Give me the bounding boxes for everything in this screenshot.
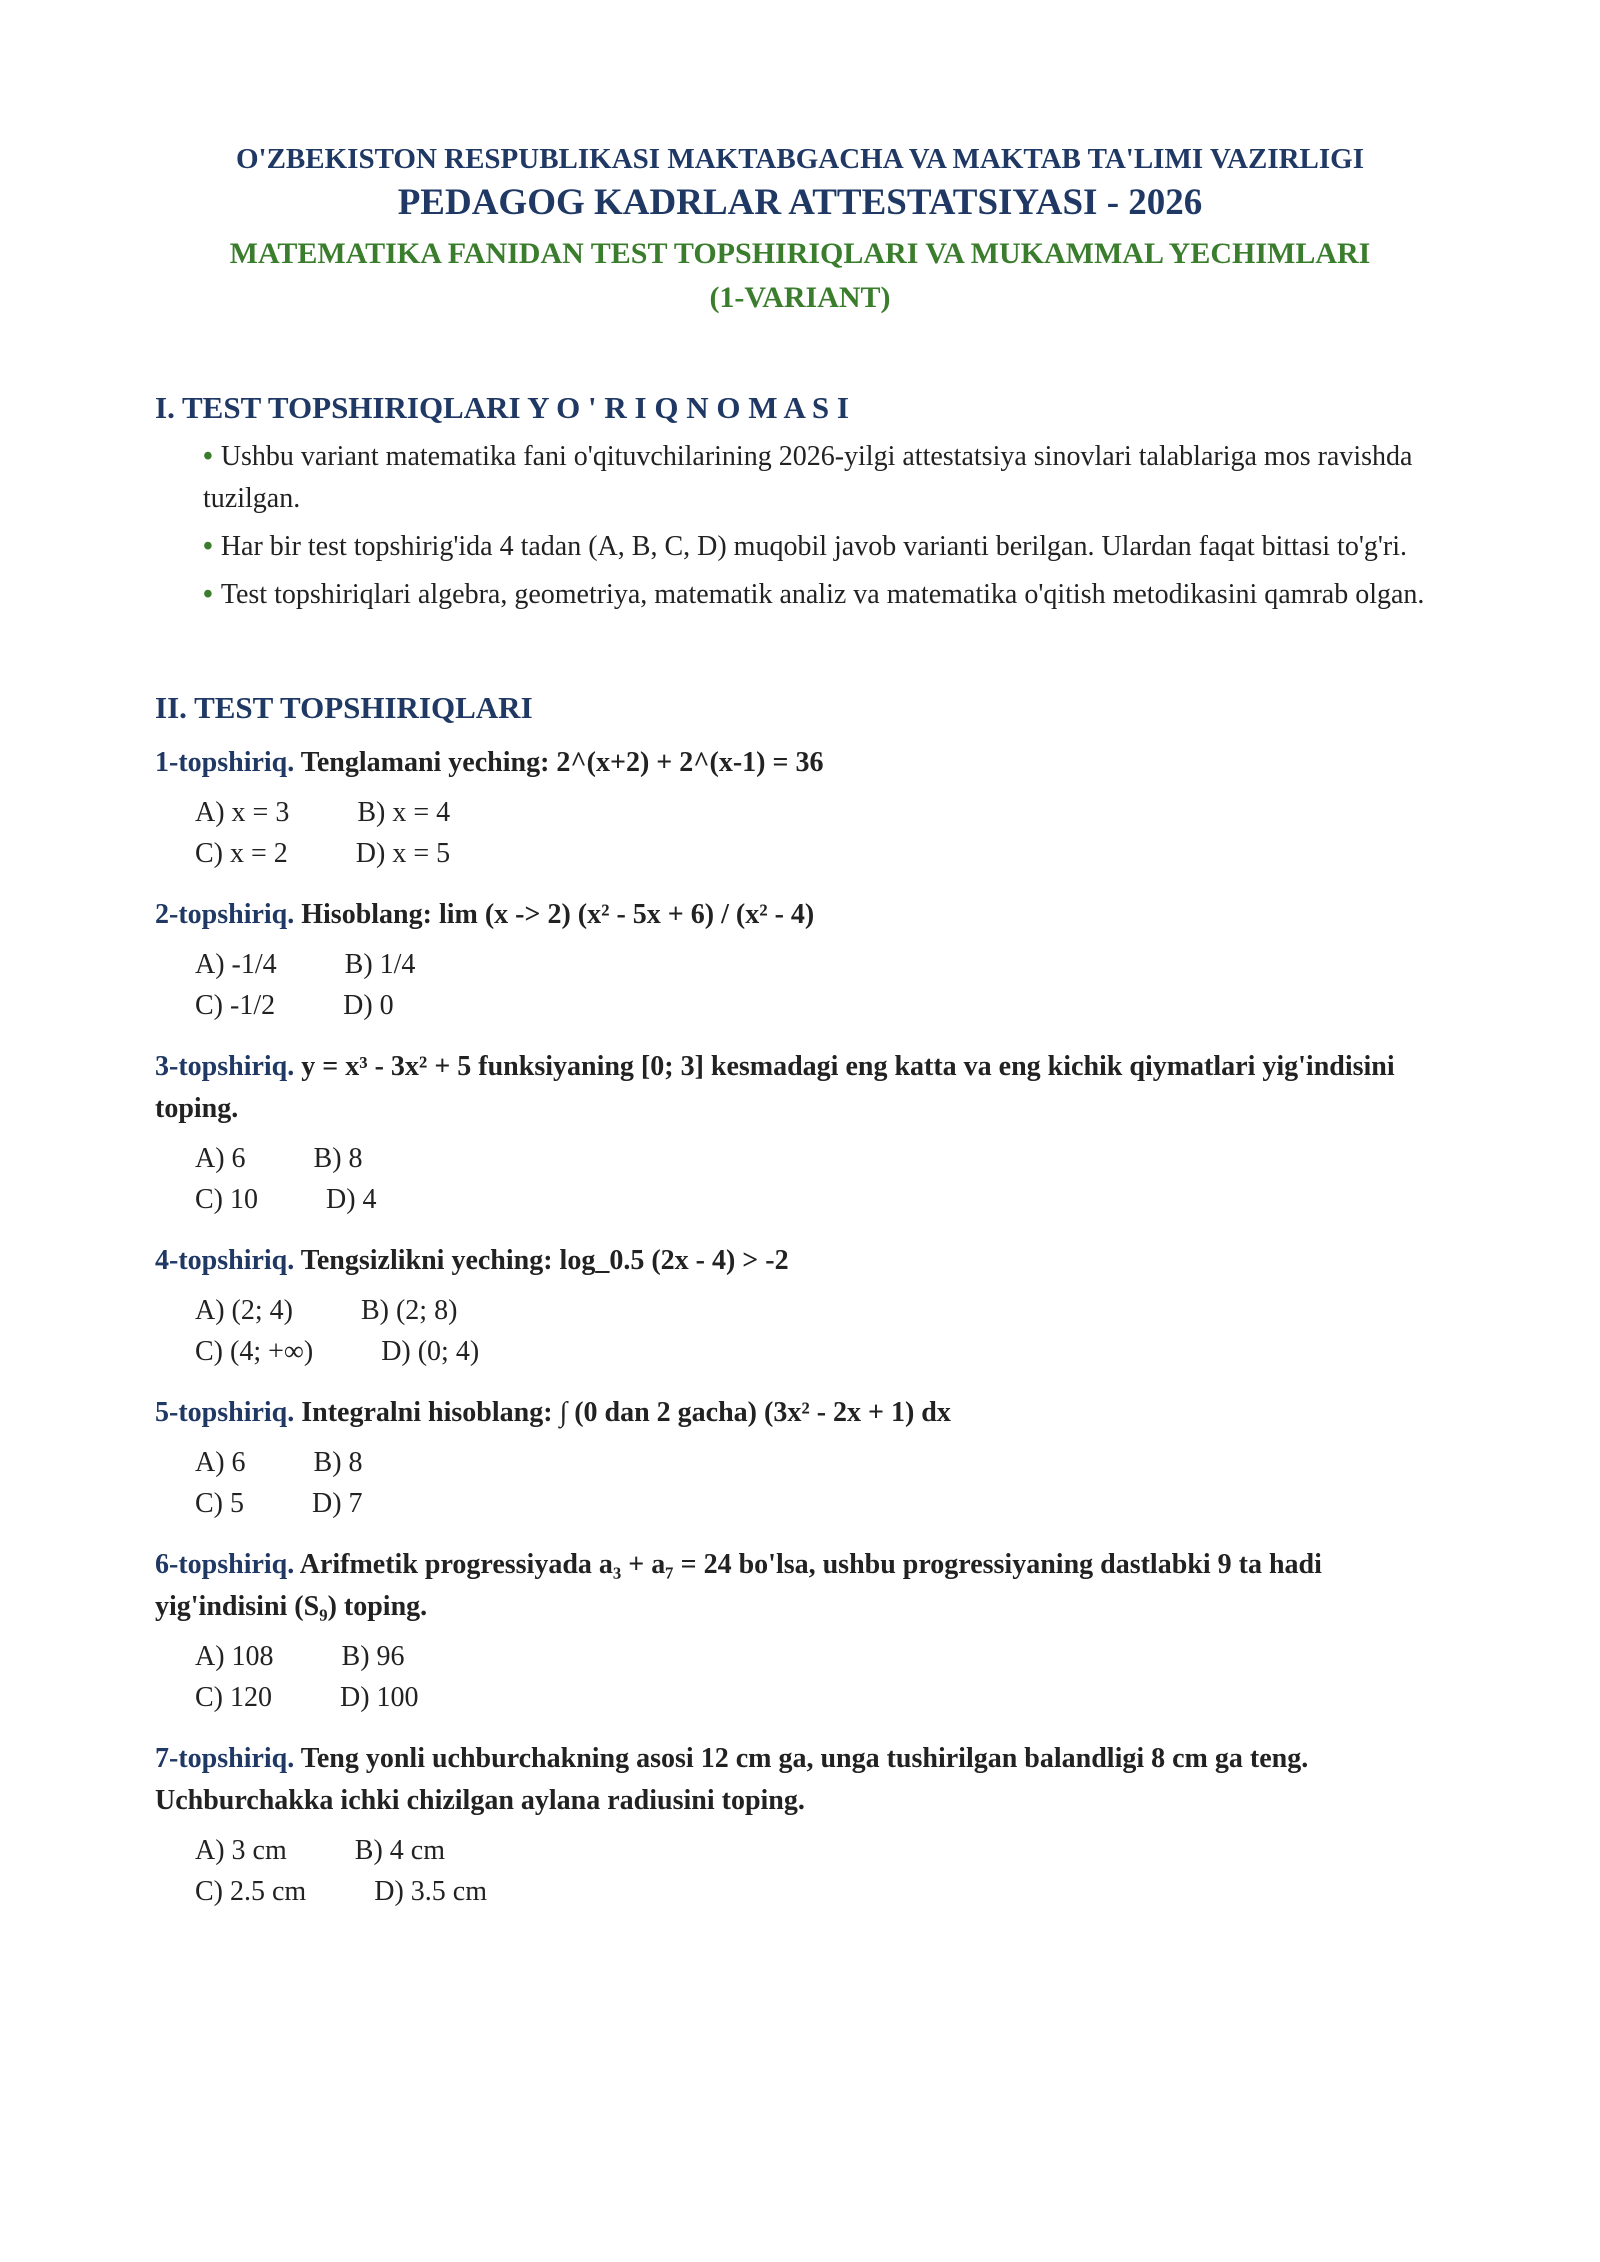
instruction-text: Ushbu variant matematika fani o'qituvchilarining 2026-yilgi attestatsiya sinovlari talablariga mos ravishda tuzilgan.	[203, 441, 1413, 514]
option-c: C) -1/2	[195, 990, 276, 1021]
task-text: Tengsizlikni yeching: log_0.5 (2x - 4) > -2	[300, 1245, 789, 1276]
task-4	[155, 1240, 1445, 1372]
option-d: D) 4	[326, 1184, 377, 1215]
option-b: B) 4 cm	[354, 1835, 445, 1866]
option-a: A) x = 3	[195, 797, 290, 828]
task-question	[155, 1392, 1445, 1434]
task-question	[155, 1046, 1445, 1130]
ministry-name: O'ZBEKISTON RESPUBLIKASI MAKTABGACHA VA MAKTAB TA'LIMI VAZIRLIGI	[235, 143, 1365, 175]
task-text: Hisoblang: lim (x -> 2) (x² - 5x + 6) / (x² - 4)	[301, 899, 815, 930]
option-a: A) 3 cm	[195, 1835, 287, 1866]
option-c: C) 5	[195, 1488, 244, 1519]
task-number: 4-topshiriq.	[155, 1245, 295, 1276]
option-b: B) 96	[341, 1641, 405, 1672]
bullet-icon: •	[203, 531, 213, 562]
option-b: B) 1/4	[344, 949, 416, 980]
task-options	[155, 1290, 1445, 1372]
option-a: A) 108	[195, 1641, 274, 1672]
option-a: A) 6	[195, 1143, 246, 1174]
task-text: Teng yonli uchburchakning asosi 12 cm ga, unga tushirilgan balandligi 8 cm ga teng. Uchburchakka ichki chizilgan aylana radiusini toping.	[155, 1743, 1309, 1816]
option-d: D) x = 5	[355, 838, 451, 869]
option-b: B) 8	[313, 1447, 363, 1478]
option-d: D) 7	[312, 1488, 363, 1519]
instruction-item	[203, 436, 1445, 520]
option-d: D) 3.5 cm	[374, 1876, 487, 1907]
task-options	[155, 1442, 1445, 1524]
option-d: D) 0	[343, 990, 394, 1021]
option-c: C) 2.5 cm	[195, 1876, 307, 1907]
task-options	[155, 1636, 1445, 1718]
task-7	[155, 1738, 1445, 1912]
option-b: B) 8	[313, 1143, 363, 1174]
option-a: A) 6	[195, 1447, 246, 1478]
task-3	[155, 1046, 1445, 1220]
instruction-item	[203, 574, 1445, 616]
task-question	[155, 1240, 1445, 1282]
task-number: 2-topshiriq.	[155, 899, 295, 930]
option-c: C) 120	[195, 1682, 272, 1713]
task-options	[155, 944, 1445, 1026]
task-number: 3-topshiriq.	[155, 1051, 295, 1082]
task-number: 1-topshiriq.	[155, 747, 295, 778]
instruction-text: Har bir test topshirig'ida 4 tadan (A, B, C, D) muqobil javob varianti berilgan. Ulardan faqat bittasi to'g'ri.	[220, 531, 1408, 562]
bullet-icon: •	[203, 579, 213, 610]
instruction-text: Test topshiriqlari algebra, geometriya, matematik analiz va matematika o'qitish metodikasini qamrab olgan.	[220, 579, 1425, 610]
instructions-list	[155, 436, 1445, 616]
task-options	[155, 1830, 1445, 1912]
subtitle-line-2: (1-VARIANT)	[709, 281, 891, 314]
option-c: C) (4; +∞)	[195, 1336, 314, 1367]
option-c: C) x = 2	[195, 838, 288, 869]
task-text: Tenglamani yeching: 2^(x+2) + 2^(x-1) = 36	[300, 747, 824, 778]
task-5	[155, 1392, 1445, 1524]
task-list	[155, 742, 1445, 1912]
document-header	[155, 140, 1445, 320]
task-6	[155, 1544, 1445, 1718]
option-b: B) (2; 8)	[360, 1295, 458, 1326]
task-question	[155, 894, 1445, 936]
task-options	[155, 792, 1445, 874]
task-text: Integralni hisoblang: ∫ (0 dan 2 gacha) (3x² - 2x + 1) dx	[301, 1397, 951, 1428]
instruction-item	[203, 526, 1445, 568]
option-d: D) 100	[340, 1682, 419, 1713]
section-tasks-title: II. TEST TOPSHIRIQLARI	[155, 690, 533, 725]
task-text: Arifmetik progressiyada a₃ + a₇ = 24 bo'lsa, ushbu progressiyaning dastlabki 9 ta hadi yig'indisini (S₉) toping.	[155, 1549, 1322, 1622]
bullet-icon: •	[203, 441, 213, 472]
task-options	[155, 1138, 1445, 1220]
task-1	[155, 742, 1445, 874]
task-question	[155, 742, 1445, 784]
option-a: A) -1/4	[195, 949, 277, 980]
task-question	[155, 1738, 1445, 1822]
task-2	[155, 894, 1445, 1026]
section-instructions-title: I. TEST TOPSHIRIQLARI Y O ' R I Q N O M A S I	[155, 390, 849, 425]
option-a: A) (2; 4)	[195, 1295, 293, 1326]
option-b: B) x = 4	[357, 797, 451, 828]
subtitle-line-1: MATEMATIKA FANIDAN TEST TOPSHIRIQLARI VA MUKAMMAL YECHIMLARI	[229, 237, 1371, 270]
task-question	[155, 1544, 1445, 1628]
document-subtitle	[155, 232, 1445, 320]
option-d: D) (0; 4)	[381, 1336, 480, 1367]
document-title: PEDAGOG KADRLAR ATTESTATSIYASI - 2026	[397, 182, 1203, 223]
task-number: 5-topshiriq.	[155, 1397, 295, 1428]
task-text: y = x³ - 3x² + 5 funksiyaning [0; 3] kesmadagi eng katta va eng kichik qiymatlari yig'indisini toping.	[155, 1051, 1395, 1124]
task-number: 6-topshiriq.	[155, 1549, 295, 1580]
option-c: C) 10	[195, 1184, 258, 1215]
task-number: 7-topshiriq.	[155, 1743, 295, 1774]
